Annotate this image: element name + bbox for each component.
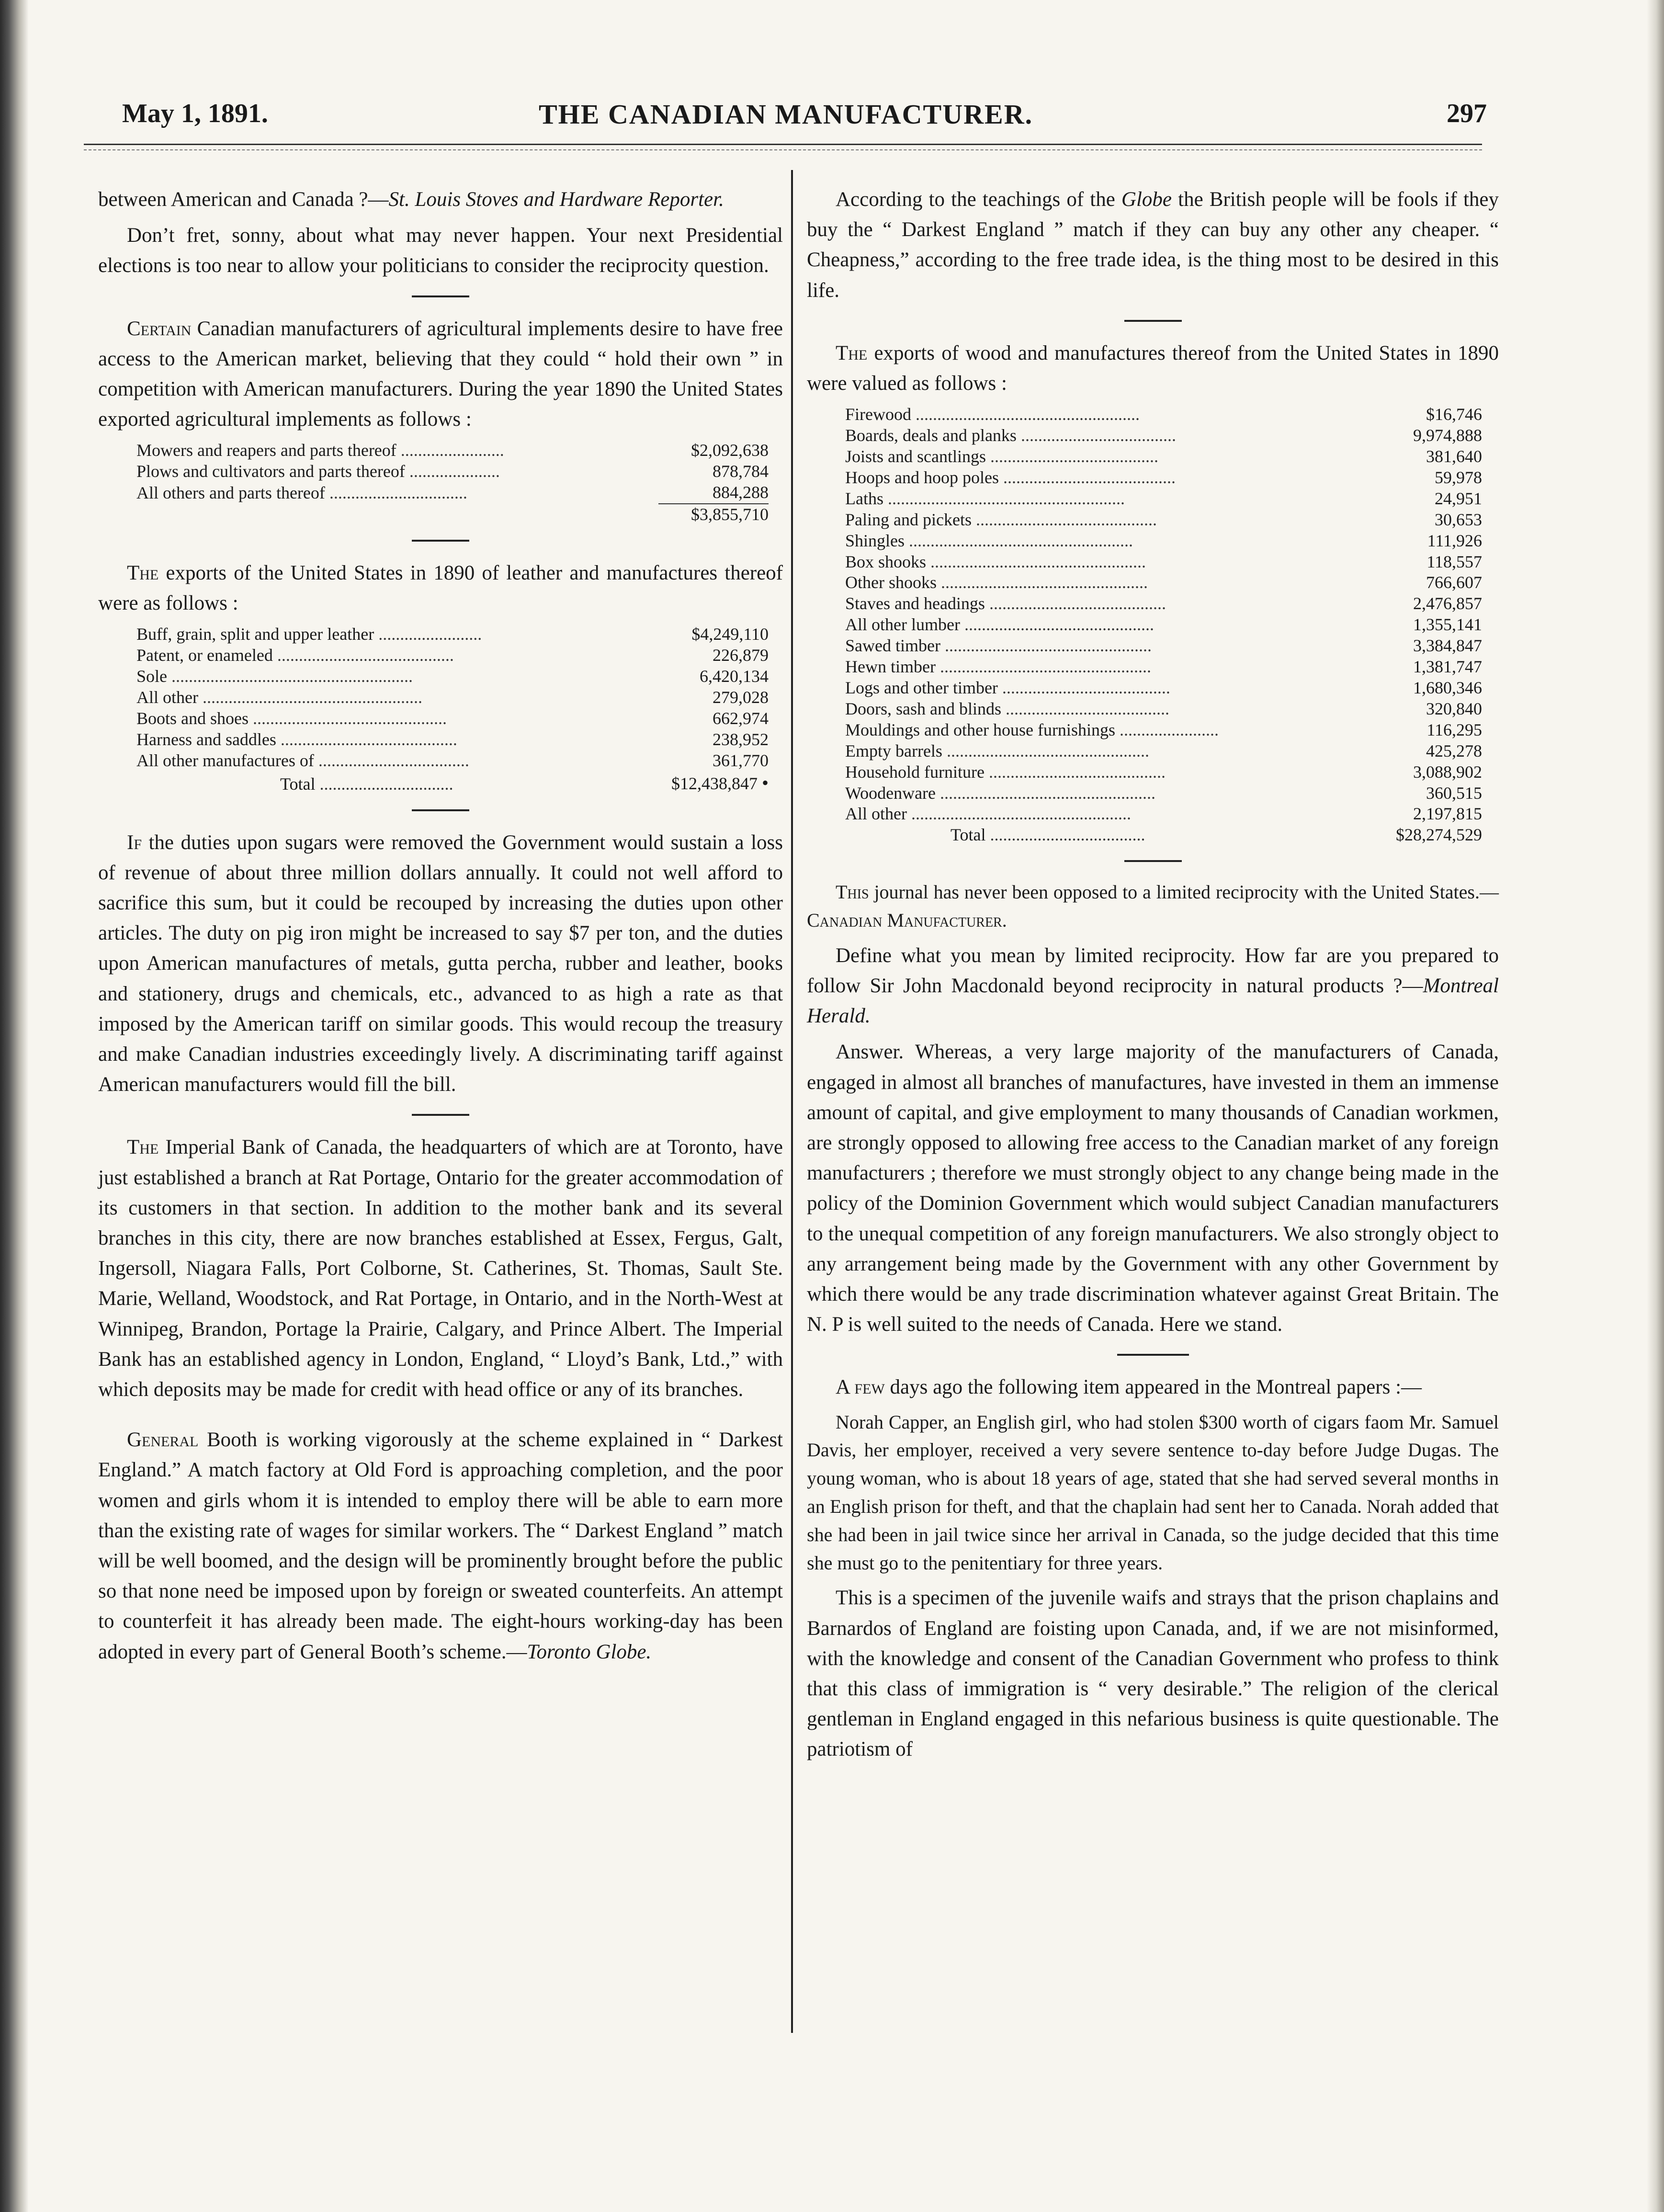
row-label: Other shooks — [845, 573, 937, 592]
table-total-row: Total ............................... $12,438,847 • — [280, 771, 769, 794]
wood-row: Sawed timber ................................................ 3,384,847 — [845, 635, 1482, 657]
row-label: Boots and shoes — [136, 709, 249, 728]
row-label: Sole — [136, 667, 168, 686]
left-column — [98, 184, 783, 1673]
header-rule — [84, 144, 1482, 145]
wood-row: Staves and headings ......................................... 2,476,857 — [845, 593, 1482, 614]
row-label: Joists and scantlings — [845, 447, 986, 466]
section-separator — [412, 809, 469, 811]
row-label: Hoops and hoop poles — [845, 467, 999, 487]
wood-row: All other ................................................... 2,197,815 — [845, 804, 1482, 825]
wood-row: Hoops and hoop poles ........................................ 59,978 — [845, 467, 1482, 488]
section-separator — [412, 1114, 469, 1116]
row-label: Patent, or enameled — [136, 646, 273, 665]
leather-row: Sole ........................................................ 6,420,134 — [136, 666, 769, 687]
leather-total: $12,438,847 — [671, 773, 758, 793]
lead-word: Certain — [127, 317, 192, 340]
paragraph-sugar-duties — [98, 828, 783, 1100]
paragraph-text: between American and Canada ?— — [98, 188, 389, 211]
leather-row: Harness and saddles ......................................... 238,952 — [136, 729, 769, 750]
wood-row: Hewn timber ................................................. 1,381,747 — [845, 657, 1482, 678]
row-value: 279,028 — [713, 688, 769, 707]
row-value: 878,784 — [713, 462, 769, 481]
row-label: Box shooks — [845, 552, 927, 571]
implements-table — [136, 440, 769, 525]
paragraph-define-reciprocity — [807, 941, 1499, 1032]
row-label: Hewn timber — [845, 657, 936, 677]
paragraph-juvenile-waifs: This is a specimen of the juvenile waifs and strays that the prison chaplains and Barnardos of England are foisting upon Canada, and, if we are not misinformed, with the knowledge and consent of the Canadian Government who profess to think that this class of immigration is “ very desirable.” The religion of the clerical gentleman in England engaged in this nefarious business is quite questionable. The patriotism of — [807, 1587, 1499, 1761]
row-value: 2,476,857 — [1413, 594, 1482, 613]
row-value: 381,640 — [1426, 447, 1482, 466]
wood-row: Firewood .................................................... $16,746 — [845, 404, 1482, 425]
row-value: 9,974,888 — [1413, 426, 1482, 445]
row-value: 59,978 — [1435, 467, 1482, 487]
row-value: 226,879 — [713, 646, 769, 665]
leather-table — [136, 624, 769, 794]
source-citation: Canadian Manufacturer. — [807, 909, 1007, 931]
lead-word: This — [836, 881, 869, 903]
row-label: Firewood — [845, 405, 911, 424]
row-value: 425,278 — [1426, 741, 1482, 760]
paragraph-text: According to the teachings of the — [836, 188, 1121, 211]
paragraph-text: the duties upon sugars were removed the Government would sustain a loss of revenue of about three million dollars annually. It could not well afford to sacrifice this sum, but it could be recouped by increasing the duties upon other articles. The duty on pig iron might be increased to say $7 per ton, and the duties upon American manufactures of metals, gutta percha, rubber and leather, books and stationery, drugs and chemicals, etc., advanced to as high a rate as that imposed by the American tariff on similar goods. This would recoup the treasury and make Canadian industries exceedingly lively. A discriminating tariff against American manufacturers would fill the bill. — [98, 831, 783, 1096]
row-label: Woodenware — [845, 783, 936, 803]
wood-row: Paling and pickets .......................................... 30,653 — [845, 510, 1482, 531]
row-value: 884,288 — [713, 483, 769, 502]
row-value: $2,092,638 — [691, 441, 769, 460]
row-label: Staves and headings — [845, 594, 985, 613]
row-value: 111,926 — [1427, 531, 1482, 550]
row-label: All other — [136, 688, 198, 707]
row-label: Empty barrels — [845, 741, 942, 760]
row-label: All others and parts thereof — [136, 483, 325, 503]
implements-row: Plows and cultivators and parts thereof ..................... 878,784 — [136, 461, 769, 482]
paragraph-imperial-bank — [98, 1132, 783, 1405]
row-label: Boards, deals and planks — [845, 426, 1017, 445]
lead-word: If — [127, 831, 142, 854]
total-mark: • — [761, 771, 769, 794]
row-label: Mowers and reapers and parts thereof — [136, 441, 396, 460]
row-value: 1,680,346 — [1413, 678, 1482, 697]
header-rule-dashed — [84, 149, 1482, 150]
row-value: 116,295 — [1426, 720, 1482, 739]
leather-row: All other manufactures of ................................... 361,770 — [136, 750, 769, 771]
leather-row: Boots and shoes ............................................. 662,974 — [136, 708, 769, 729]
paragraph-text: Booth is working vigorously at the scheme explained in “ Darkest England.” A match factory at Old Ford is approaching completion, and the poor women and girls whom it is intended to employ there will be able to earn more than the existing rate of wages for similar workers. The “ Darkest England ” match will be well boomed, and the design will be prominently brought before the public so that none need be imposed upon by foreign or sweated counterfeits. An attempt to counterfeit it has already been made. The eight-hours working-day has been adopted in every part of General Booth’s scheme.— — [98, 1429, 783, 1663]
source-citation: Toronto Globe. — [527, 1640, 652, 1663]
row-value: 3,088,902 — [1413, 762, 1482, 782]
row-value: 766,607 — [1426, 573, 1482, 592]
row-value: 1,381,747 — [1413, 657, 1482, 677]
section-separator — [1124, 860, 1182, 862]
paragraph-answer: Answer. Whereas, a very large majority of the manufacturers of Canada, engaged in almost all branches of manufactures, have invested in them an immense amount of capital, and give employment to many thousands of Canadian workmen, are strongly opposed to allowing free access to the Canadian market of any foreign manufacturers ; therefore we must strongly object to any change being made in the policy of the Dominion Government which would subject Canadian manufacturers to the unequal competition of any foreign manufacturers. We also strongly object to any arrangement being made by the Government with any other Government by which there would be any trade discrimination whatever against Great Britain. The N. P is well suited to the needs of Canada. Here we stand. — [807, 1041, 1499, 1336]
publication-title: THE CANADIAN MANUFACTURER. — [539, 99, 1033, 130]
row-label: All other lumber — [845, 615, 960, 635]
wood-row: Joists and scantlings ....................................... 381,640 — [845, 446, 1482, 467]
row-label: Laths — [845, 488, 883, 508]
paragraph-text: days ago the following item appeared in the Montreal papers :— — [890, 1376, 1422, 1399]
issue-date: May 1, 1891. — [122, 99, 268, 128]
wood-row: Empty barrels ............................................... 425,278 — [845, 741, 1482, 762]
lead-word: General — [127, 1429, 199, 1452]
row-label: Household furniture — [845, 762, 985, 782]
table-total-row: Total .................................... $28,274,529 — [845, 825, 1482, 846]
row-value: 360,515 — [1426, 783, 1482, 803]
row-value: 662,974 — [713, 709, 769, 728]
row-label: All other manufactures of — [136, 750, 314, 770]
wood-row: Doors, sash and blinds ...................................... 320,840 — [845, 699, 1482, 720]
paragraph-text: Canadian manufacturers of agricultural implements desire to have free access to the American market, believing that they could “ hold their own ” in competition with American manufacturers. During the year 1890 the United States exported agricultural implements as follows : — [98, 317, 783, 431]
row-value: 24,951 — [1435, 488, 1482, 508]
globe-name: Globe — [1121, 188, 1172, 211]
wood-row: Laths ....................................................... 24,951 — [845, 488, 1482, 510]
book-spine-shadow — [0, 0, 29, 2212]
paragraph-text: Imperial Bank of Canada, the headquarters of which are at Toronto, have just established a branch at Rat Portage, Ontario for the greater accommodation of its customers in that section. In addition to the mother bank and its several branches in this city, there are now branches established at Essex, Fergus, Galt, Ingersoll, Niagara Falls, Port Colborne, St. Catherines, St. Thomas, Sault Ste. Marie, Welland, Woodstock, and Rat Portage, in Ontario, and in the North-West at Winnipeg, Brandon, Portage la Prairie, Calgary, and Prince Albert. The Imperial Bank has an established agency in London, England, “ Lloyd’s Bank, Ltd.,” with which deposits may be made for credit with head office or any of its branches. — [98, 1136, 783, 1401]
section-separator — [1117, 1354, 1189, 1356]
section-separator — [412, 295, 469, 297]
paragraph-wood-exports — [807, 338, 1499, 398]
implements-row: Mowers and reapers and parts thereof ........................ $2,092,638 — [136, 440, 769, 461]
paragraph-leather-exports — [98, 558, 783, 618]
row-value: 30,653 — [1435, 510, 1482, 529]
total-label: Total — [280, 774, 316, 794]
paragraph-text: exports of the United States in 1890 of leather and manufactures thereof were as follows : — [98, 562, 783, 615]
page-header — [103, 98, 1487, 136]
leather-row: Patent, or enameled ......................................... 226,879 — [136, 645, 769, 666]
leather-row: All other ................................................... 279,028 — [136, 687, 769, 708]
row-value: $16,746 — [1426, 405, 1482, 424]
row-label: Mouldings and other house furnishings — [845, 720, 1115, 739]
wood-row: All other lumber ............................................ 1,355,141 — [845, 614, 1482, 635]
implements-total: $3,855,710 — [658, 504, 769, 525]
row-value: 238,952 — [713, 729, 769, 749]
wood-row: Boards, deals and planks .................................... 9,974,888 — [845, 425, 1482, 446]
implements-row: All others and parts thereof ................................ 884,288 — [136, 482, 769, 504]
row-value: 320,840 — [1426, 699, 1482, 718]
paragraph-text: Define what you mean by limited reciprocity. How far are you prepared to follow Sir John Macdonald beyond reciprocity in natural products ?— — [807, 944, 1499, 998]
row-label: Harness and saddles — [136, 729, 276, 749]
source-citation: St. Louis Stoves and Hardware Reporter. — [388, 188, 724, 211]
row-label: All other — [845, 804, 907, 824]
row-label: Sawed timber — [845, 636, 940, 656]
total-label: Total — [951, 825, 986, 845]
paragraph-general-booth — [98, 1425, 783, 1667]
wood-row: Other shooks ................................................ 766,607 — [845, 572, 1482, 593]
leather-row: Buff, grain, split and upper leather ........................ $4,249,110 — [136, 624, 769, 645]
paragraph-dont-fret: Don’t fret, sonny, about what may never happen. Your next Presidential elections is too near to allow your politicians to consider the reciprocity question. — [98, 224, 783, 277]
paragraph-text: exports of wood and manufactures thereof from the United States in 1890 were valued as follows : — [807, 341, 1499, 395]
section-separator — [1124, 320, 1182, 322]
page-edge-shadow — [1647, 0, 1664, 2212]
wood-row: Logs and other timber ....................................... 1,680,346 — [845, 678, 1482, 699]
wood-row: Box shooks .................................................. 118,557 — [845, 552, 1482, 573]
paragraph-limited-reciprocity — [807, 878, 1499, 935]
paragraph-reciprocity-question — [98, 184, 783, 215]
row-label: Doors, sash and blinds — [845, 699, 1001, 718]
table-total-row — [136, 504, 769, 525]
row-label: Plows and cultivators and parts thereof — [136, 462, 405, 481]
lead-word: A few — [836, 1376, 885, 1399]
column-divider — [791, 170, 793, 2033]
wood-total: $28,274,529 — [1396, 825, 1482, 845]
lead-word: The — [127, 562, 159, 585]
section-separator — [412, 540, 469, 542]
wood-row: Woodenware .................................................. 360,515 — [845, 783, 1482, 804]
row-label: Shingles — [845, 531, 905, 550]
paragraph-agricultural-implements — [98, 314, 783, 435]
row-value: 118,557 — [1426, 552, 1482, 571]
row-label: Paling and pickets — [845, 510, 972, 529]
paragraph-montreal-item — [807, 1372, 1499, 1402]
paragraph-text: journal has never been opposed to a limited reciprocity with the United States.— — [874, 881, 1499, 903]
lead-word: The — [836, 341, 868, 364]
paragraph-text: the British people will be fools if they buy the “ Darkest England ” match if they can buy any other any cheaper. “ Cheapness,” according to the free trade idea, is the thing most to be desired in this life. — [807, 188, 1499, 302]
row-value: 361,770 — [713, 750, 769, 770]
row-label: Logs and other timber — [845, 678, 998, 697]
row-value: 3,384,847 — [1413, 636, 1482, 656]
wood-row: Shingles .................................................... 111,926 — [845, 531, 1482, 552]
paragraph-globe-teachings — [807, 184, 1499, 306]
page-number: 297 — [1447, 99, 1487, 128]
paragraph-norah-capper: Norah Capper, an English girl, who had stolen $300 worth of cigars faom Mr. Samuel Davis, her employer, received a very severe sentence to-day before Judge Dugas. The young woman, who is about 18 years of age, stated that she had served several months in an English prison for theft, and that the chaplain had sent her to Canada. Norah added that she had been in jail twice since her arrival in Canada, so the judge decided that this time she must go to the penitentiary for three years. — [807, 1411, 1499, 1574]
row-label: Buff, grain, split and upper leather — [136, 624, 374, 644]
row-value: $4,249,110 — [691, 624, 769, 644]
row-value: 6,420,134 — [700, 667, 769, 686]
row-value: 1,355,141 — [1413, 615, 1482, 635]
row-value: 2,197,815 — [1413, 804, 1482, 824]
lead-word: The — [127, 1136, 159, 1159]
wood-table — [845, 404, 1482, 846]
wood-row: Mouldings and other house furnishings ....................... 116,295 — [845, 720, 1482, 741]
wood-row: Household furniture ......................................... 3,088,902 — [845, 762, 1482, 783]
right-column — [807, 184, 1499, 1770]
source-citation: Montreal Herald. — [807, 975, 1499, 1028]
